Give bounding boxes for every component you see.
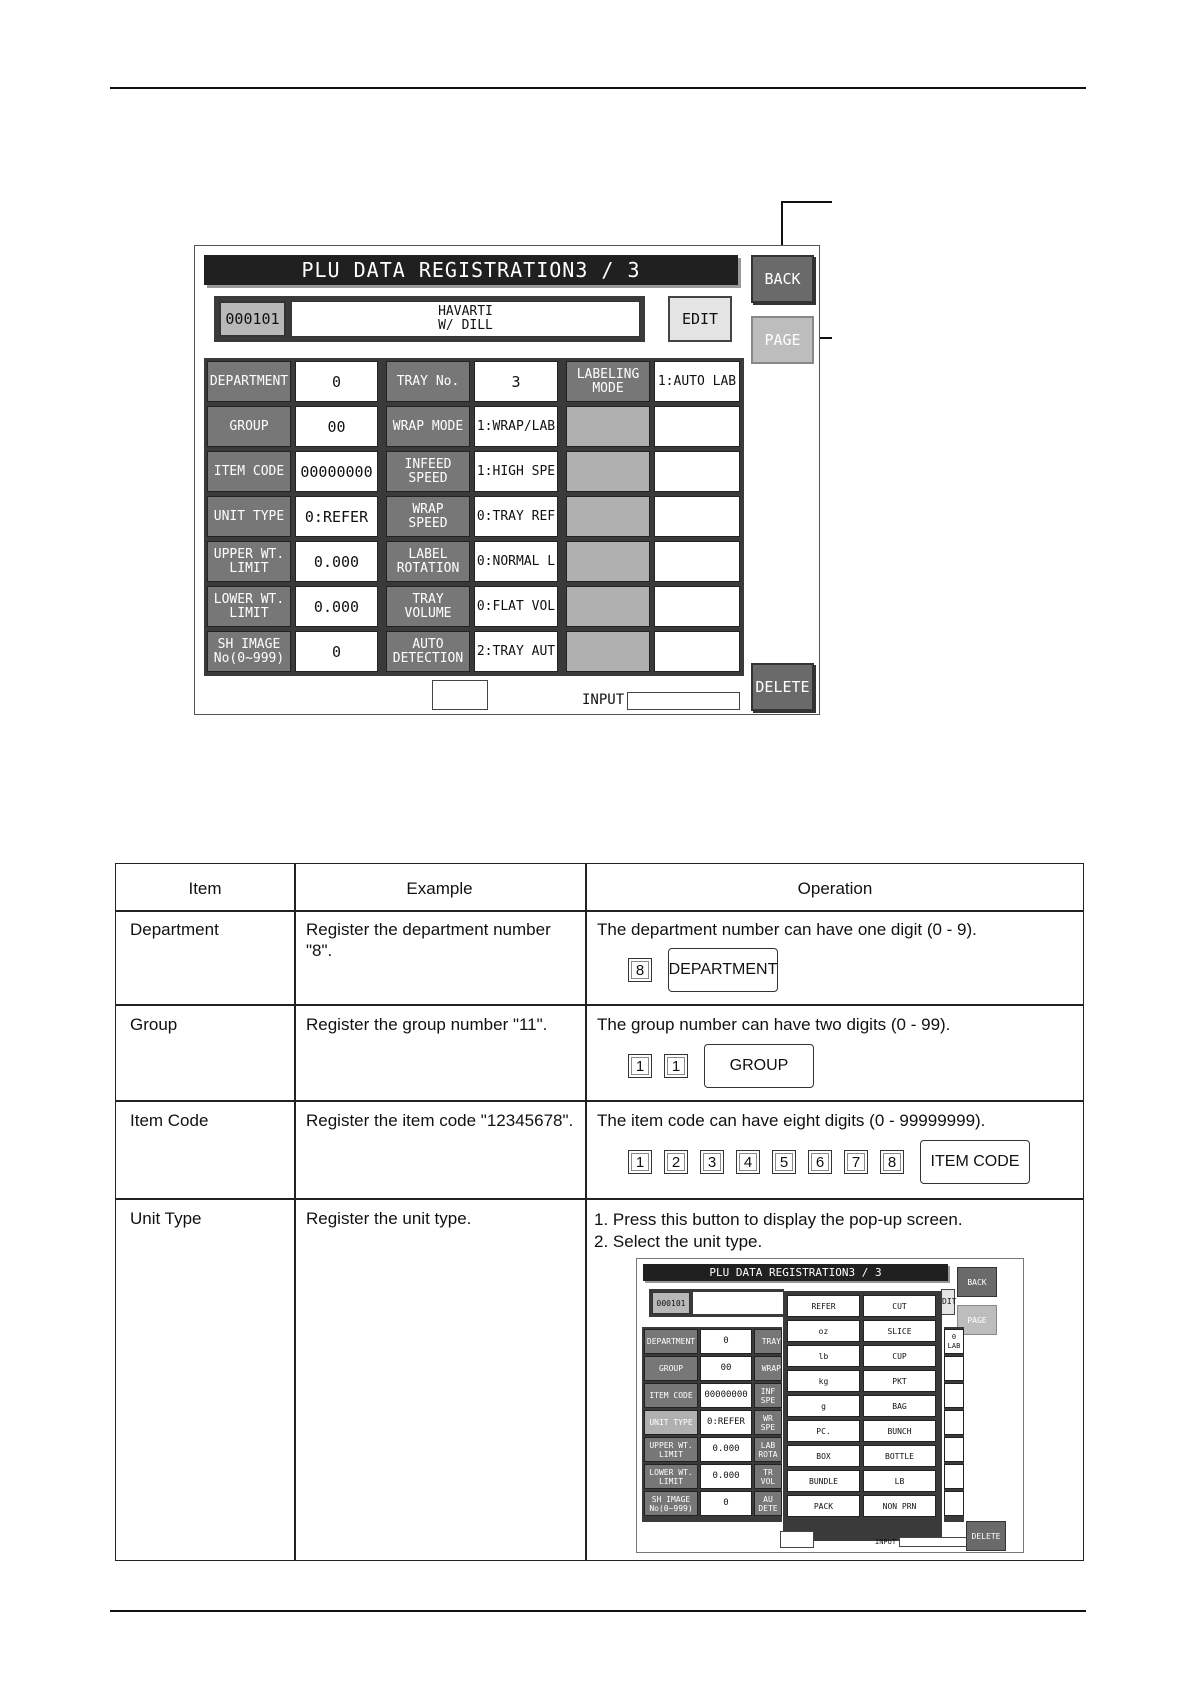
input-label: INPUT bbox=[582, 692, 625, 708]
row-unit-type-step1: 1. Press this button to display the pop-up screen. bbox=[594, 1210, 963, 1229]
key-1[interactable]: 1 bbox=[664, 1054, 688, 1078]
mini-sh-image-value[interactable]: 0 bbox=[700, 1491, 752, 1516]
header-example: Example bbox=[406, 879, 473, 898]
sh-image-label[interactable]: SH IMAGE No(0~999) bbox=[207, 631, 291, 672]
edit-button[interactable]: EDIT bbox=[668, 296, 732, 342]
unit-option-pkt[interactable]: PKT bbox=[863, 1370, 936, 1392]
unit-type-popup-screen bbox=[636, 1258, 1024, 1553]
wrap-mode-label[interactable]: WRAP MODE bbox=[386, 406, 470, 447]
mini-labeling-mode-value-partial: 0 LAB bbox=[944, 1329, 964, 1354]
mini-back-button[interactable]: BACK bbox=[957, 1267, 997, 1297]
row-group-example: Register the group number "11". bbox=[306, 1015, 548, 1034]
unit-option-bottle[interactable]: BOTTLE bbox=[863, 1445, 936, 1467]
blank-value-cell bbox=[654, 586, 740, 627]
unit-option-pc[interactable]: PC. bbox=[787, 1420, 860, 1442]
key-8[interactable]: 8 bbox=[880, 1150, 904, 1174]
blank-value-cell bbox=[654, 496, 740, 537]
infeed-speed-label[interactable]: INFEED SPEED bbox=[386, 451, 470, 492]
blank-label-cell bbox=[566, 541, 650, 582]
mini-tray-label-partial[interactable]: TRAY bbox=[754, 1329, 782, 1354]
sh-image-value[interactable]: 0 bbox=[295, 631, 378, 672]
key-5[interactable]: 5 bbox=[772, 1150, 796, 1174]
mini-lower-wt-limit-value[interactable]: 0.000 bbox=[700, 1464, 752, 1489]
unit-option-non-prn[interactable]: NON PRN bbox=[863, 1495, 936, 1517]
item-code-value[interactable]: 00000000 bbox=[295, 451, 378, 492]
data-grid bbox=[204, 358, 744, 676]
labeling-mode-value[interactable]: 1:AUTO LAB bbox=[654, 361, 740, 402]
row-divider bbox=[116, 1100, 1083, 1102]
back-button[interactable]: BACK bbox=[751, 255, 814, 303]
row-divider bbox=[116, 1004, 1083, 1006]
unit-option-g[interactable]: g bbox=[787, 1395, 860, 1417]
mini-item-code-label[interactable]: ITEM CODE bbox=[644, 1383, 698, 1408]
mini-screen-title: PLU DATA REGISTRATION3 / 3 bbox=[643, 1264, 948, 1281]
blank-value-cell bbox=[654, 406, 740, 447]
key-6[interactable]: 6 bbox=[808, 1150, 832, 1174]
auto-detection-value[interactable]: 2:TRAY AUT bbox=[474, 631, 558, 672]
wrap-mode-value[interactable]: 1:WRAP/LAB bbox=[474, 406, 558, 447]
mini-blank-cell bbox=[944, 1356, 964, 1381]
mini-blank-cell bbox=[944, 1464, 964, 1489]
blank-value-cell bbox=[654, 541, 740, 582]
row-item-code-operation: The item code can have eight digits (0 - 99999999). bbox=[597, 1111, 986, 1130]
col-divider bbox=[585, 864, 587, 1560]
tray-volume-value[interactable]: 0:FLAT VOL bbox=[474, 586, 558, 627]
group-label[interactable]: GROUP bbox=[207, 406, 291, 447]
key-7[interactable]: 7 bbox=[844, 1150, 868, 1174]
plu-header bbox=[214, 296, 645, 342]
row-group-operation: The group number can have two digits (0 - 99). bbox=[597, 1015, 951, 1034]
row-department-item: Department bbox=[130, 920, 219, 939]
row-department-operation: The department number can have one digit (0 - 9). bbox=[597, 920, 977, 939]
blank-label-cell bbox=[566, 586, 650, 627]
mini-wrap-speed-label-partial[interactable]: WR SPE bbox=[754, 1410, 782, 1435]
lower-wt-limit-value[interactable]: 0.000 bbox=[295, 586, 378, 627]
mini-infeed-label-partial[interactable]: INF SPE bbox=[754, 1383, 782, 1408]
mini-unit-type-value[interactable]: 0:REFER bbox=[700, 1410, 752, 1435]
item-code-button[interactable]: ITEM CODE bbox=[920, 1140, 1030, 1184]
bottom-rule bbox=[110, 1610, 1086, 1612]
unit-option-bundle[interactable]: BUNDLE bbox=[787, 1470, 860, 1492]
tray-volume-label[interactable]: TRAY VOLUME bbox=[386, 586, 470, 627]
mini-label-rotation-label-partial[interactable]: LAB ROTA bbox=[754, 1437, 782, 1462]
key-4[interactable]: 4 bbox=[736, 1150, 760, 1174]
tray-no-label[interactable]: TRAY No. bbox=[386, 361, 470, 402]
mini-unit-type-label[interactable]: UNIT TYPE bbox=[644, 1410, 698, 1435]
mini-numeric-entry-box[interactable] bbox=[780, 1531, 814, 1548]
mini-department-label[interactable]: DEPARTMENT bbox=[644, 1329, 698, 1354]
row-item-code-item: Item Code bbox=[130, 1111, 209, 1130]
unit-option-refer[interactable]: REFER bbox=[787, 1295, 860, 1317]
blank-value-cell bbox=[654, 451, 740, 492]
group-button[interactable]: GROUP bbox=[704, 1044, 814, 1088]
mini-blank-cell bbox=[944, 1410, 964, 1435]
header-operation: Operation bbox=[797, 879, 873, 898]
key-3[interactable]: 3 bbox=[700, 1150, 724, 1174]
lower-wt-limit-label[interactable]: LOWER WT. LIMIT bbox=[207, 586, 291, 627]
upper-wt-limit-label[interactable]: UPPER WT. LIMIT bbox=[207, 541, 291, 582]
mini-right-column bbox=[944, 1327, 964, 1522]
blank-value-cell bbox=[654, 631, 740, 672]
key-1[interactable]: 1 bbox=[628, 1054, 652, 1078]
wrap-speed-value[interactable]: 0:TRAY REF bbox=[474, 496, 558, 537]
mini-sh-image-label[interactable]: SH IMAGE No(0~999) bbox=[644, 1491, 698, 1516]
mini-plu-header bbox=[649, 1289, 784, 1317]
wrap-speed-label[interactable]: WRAP SPEED bbox=[386, 496, 470, 537]
col-divider bbox=[294, 864, 296, 1560]
infeed-speed-value[interactable]: 1:HIGH SPE bbox=[474, 451, 558, 492]
row-item-code-example: Register the item code "12345678". bbox=[306, 1111, 574, 1130]
mini-blank-cell bbox=[944, 1383, 964, 1408]
unit-option-box[interactable]: BOX bbox=[787, 1445, 860, 1467]
group-value[interactable]: 00 bbox=[295, 406, 378, 447]
plu-code-button[interactable]: 000101 bbox=[219, 301, 286, 337]
mini-plu-code[interactable]: 000101 bbox=[652, 1292, 690, 1314]
blank-label-cell bbox=[566, 496, 650, 537]
upper-wt-limit-value[interactable]: 0.000 bbox=[295, 541, 378, 582]
unit-option-cup[interactable]: CUP bbox=[863, 1345, 936, 1367]
label-rotation-label[interactable]: LABEL ROTATION bbox=[386, 541, 470, 582]
tray-no-value[interactable]: 3 bbox=[474, 361, 558, 402]
mini-blank-cell bbox=[944, 1491, 964, 1516]
unit-type-popup bbox=[783, 1291, 942, 1541]
item-code-label[interactable]: ITEM CODE bbox=[207, 451, 291, 492]
mini-blank-cell bbox=[944, 1437, 964, 1462]
row-unit-type-item: Unit Type bbox=[130, 1209, 202, 1228]
department-label[interactable]: DEPARTMENT bbox=[207, 361, 291, 402]
page-button[interactable]: PAGE bbox=[751, 316, 814, 364]
key-1[interactable]: 1 bbox=[628, 1150, 652, 1174]
mini-upper-wt-limit-value[interactable]: 0.000 bbox=[700, 1437, 752, 1462]
mini-lower-wt-limit-label[interactable]: LOWER WT. LIMIT bbox=[644, 1464, 698, 1489]
blank-label-cell bbox=[566, 631, 650, 672]
plu-registration-screen bbox=[194, 245, 820, 715]
mini-department-value[interactable]: 0 bbox=[700, 1329, 752, 1354]
mini-input-field[interactable] bbox=[899, 1537, 967, 1547]
key-2[interactable]: 2 bbox=[664, 1150, 688, 1174]
top-rule bbox=[110, 87, 1086, 89]
mini-edit-button-partial[interactable]: DIT bbox=[941, 1289, 955, 1315]
blank-label-cell bbox=[566, 406, 650, 447]
mini-tray-volume-label-partial[interactable]: TR VOL bbox=[754, 1464, 782, 1489]
unit-type-label[interactable]: UNIT TYPE bbox=[207, 496, 291, 537]
unit-option-lb-lower[interactable]: lb bbox=[787, 1345, 860, 1367]
unit-option-bunch[interactable]: BUNCH bbox=[863, 1420, 936, 1442]
mini-item-code-value[interactable]: 00000000 bbox=[700, 1383, 752, 1408]
blank-label-cell bbox=[566, 451, 650, 492]
row-group-item: Group bbox=[130, 1015, 178, 1034]
mini-plu-name bbox=[693, 1292, 784, 1314]
plu-name-display bbox=[291, 301, 640, 337]
mini-page-button[interactable]: PAGE bbox=[957, 1305, 997, 1335]
key-8[interactable]: 8 bbox=[628, 958, 652, 982]
screen-title: PLU DATA REGISTRATION3 / 3 bbox=[204, 255, 738, 285]
label-rotation-value[interactable]: 0:NORMAL L bbox=[474, 541, 558, 582]
auto-detection-label[interactable]: AUTO DETECTION bbox=[386, 631, 470, 672]
row-divider bbox=[116, 910, 1083, 912]
mini-grid bbox=[642, 1327, 782, 1522]
header-item: Item bbox=[188, 879, 222, 898]
numeric-entry-box[interactable] bbox=[432, 680, 488, 710]
unit-option-pack[interactable]: PACK bbox=[787, 1495, 860, 1517]
unit-option-oz[interactable]: oz bbox=[787, 1320, 860, 1342]
row-department-example: Register the department number "8". bbox=[306, 920, 551, 960]
unit-option-kg[interactable]: kg bbox=[787, 1370, 860, 1392]
unit-type-value[interactable]: 0:REFER bbox=[295, 496, 378, 537]
mini-group-label[interactable]: GROUP bbox=[644, 1356, 698, 1381]
department-value[interactable]: 0 bbox=[295, 361, 378, 402]
mini-delete-button[interactable]: DELETE bbox=[966, 1521, 1006, 1551]
delete-button[interactable]: DELETE bbox=[751, 663, 814, 711]
labeling-mode-label[interactable]: LABELING MODE bbox=[566, 361, 650, 402]
mini-wrap-label-partial[interactable]: WRAP bbox=[754, 1356, 782, 1381]
mini-upper-wt-limit-label[interactable]: UPPER WT. LIMIT bbox=[644, 1437, 698, 1462]
input-field[interactable] bbox=[627, 692, 740, 710]
mini-group-value[interactable]: 00 bbox=[700, 1356, 752, 1381]
mini-input-label: INPUT bbox=[875, 1538, 897, 1546]
row-unit-type-step2: 2. Select the unit type. bbox=[594, 1232, 763, 1251]
unit-option-slice[interactable]: SLICE bbox=[863, 1320, 936, 1342]
department-button[interactable]: DEPARTMENT bbox=[668, 948, 778, 992]
plu-name-line1: HAVARTI bbox=[438, 304, 493, 319]
unit-option-cut[interactable]: CUT bbox=[863, 1295, 936, 1317]
row-unit-type-example: Register the unit type. bbox=[306, 1209, 472, 1228]
unit-option-lb[interactable]: LB bbox=[863, 1470, 936, 1492]
unit-option-bag[interactable]: BAG bbox=[863, 1395, 936, 1417]
row-divider bbox=[116, 1198, 1083, 1200]
mini-auto-detection-label-partial[interactable]: AU DETE bbox=[754, 1491, 782, 1516]
plu-name-line2: W/ DILL bbox=[438, 318, 493, 333]
